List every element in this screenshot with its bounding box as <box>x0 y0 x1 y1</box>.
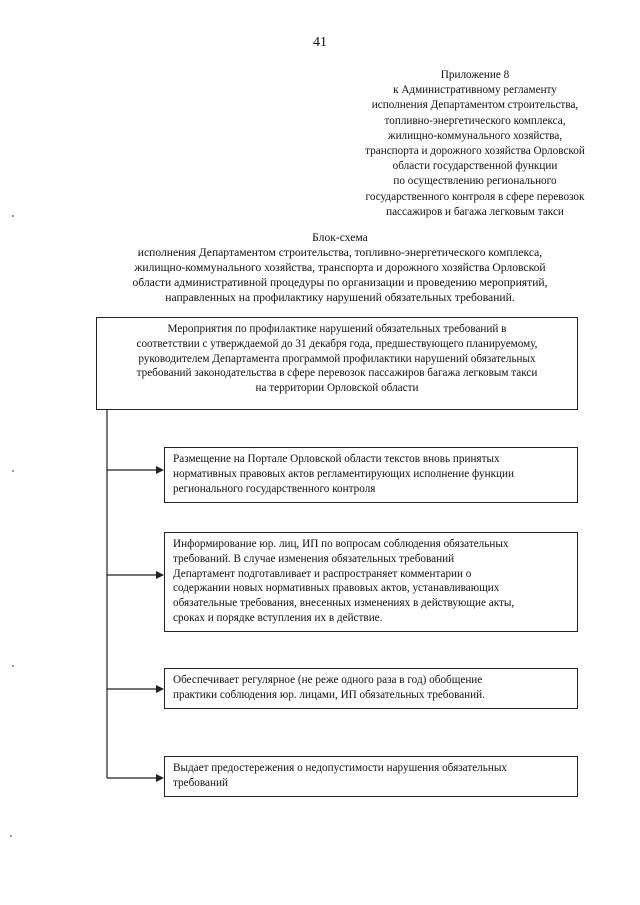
scan-speck <box>12 215 14 217</box>
appendix-header <box>325 68 625 220</box>
step-line: Размещение на Портале Орловской области текстов вновь принятых <box>173 453 500 465</box>
main-box-line: соответствии с утверждаемой до 31 декабря года, предшествующего планируемому, <box>136 337 538 350</box>
step-line: Выдает предостережения о недопустимости нарушения обязательных <box>173 762 507 774</box>
main-box-line: на территории Орловской области <box>255 382 419 395</box>
flowchart-title <box>70 230 610 305</box>
flowchart-title-line: жилищно-коммунального хозяйства, транспорта и дорожного хозяйства Орловской <box>134 261 546 274</box>
appendix-line: государственного контроля в сфере перевозок <box>365 190 585 203</box>
main-box-line: Мероприятия по профилактике нарушений обязательных требований в <box>167 323 507 335</box>
appendix-line: исполнения Департаментом строительства, <box>371 99 579 112</box>
appendix-line: транспорта и дорожного хозяйства Орловской <box>365 145 585 158</box>
page-number: 41 <box>313 35 327 50</box>
appendix-line: к Административному регламенту <box>393 84 557 97</box>
step-line: сроках и порядке вступления их в действие. <box>173 611 383 624</box>
step-line: обязательные требования, внесенных изменениях в действующие акты, <box>173 597 515 610</box>
step-line: требований. В случае изменения обязательных требований <box>173 552 455 565</box>
step-line: Департамент подготавливает и распространяет комментарии о <box>173 567 472 580</box>
main-box-line: руководителем Департамента программой профилактики нарушений обязательных <box>138 352 536 365</box>
step-box-informing <box>164 532 578 632</box>
appendix-line: жилищно-коммунального хозяйства, <box>387 129 563 142</box>
step-line: практики соблюдения юр. лицами, ИП обязательных требований. <box>173 688 485 701</box>
step-line: Информирование юр. лиц, ИП по вопросам соблюдения обязательных <box>173 538 509 550</box>
scan-speck <box>10 835 12 837</box>
main-activity-box <box>96 317 578 410</box>
scan-speck <box>12 665 14 667</box>
step-box-publication <box>164 447 578 503</box>
appendix-line: по осуществлению регионального <box>393 175 557 188</box>
main-box-line: требований законодательства в сфере перевозок пассажиров багажа легковым такси <box>136 367 538 380</box>
step-box-warnings <box>164 756 578 797</box>
step-line: регионального государственного контроля <box>173 482 376 495</box>
step-line: Обеспечивает регулярное (не реже одного раза в год) обобщение <box>173 674 483 686</box>
appendix-line: топливно-энергетического комплекса, <box>384 114 566 127</box>
appendix-line: области государственной функции <box>392 160 558 173</box>
flowchart-title-line: исполнения Департаментом строительства, топливно-энергетического комплекса, <box>137 246 543 259</box>
flowchart-heading: Блок-схема <box>312 231 368 244</box>
flowchart-title-line: области административной процедуры по организации и проведению мероприятий, <box>132 276 548 289</box>
scan-speck <box>12 470 14 472</box>
flowchart-title-line: направленных на профилактику нарушений обязательных требований. <box>165 291 515 304</box>
step-line: требований <box>173 776 228 789</box>
step-line: содержании новых нормативных правовых актов, устанавливающих <box>173 582 500 595</box>
appendix-line: пассажиров и багажа легковым такси <box>386 205 564 218</box>
step-line: нормативных правовых актов регламентирующих исполнение функции <box>173 467 514 480</box>
step-box-generalization <box>164 668 578 709</box>
appendix-line: Приложение 8 <box>440 69 510 81</box>
